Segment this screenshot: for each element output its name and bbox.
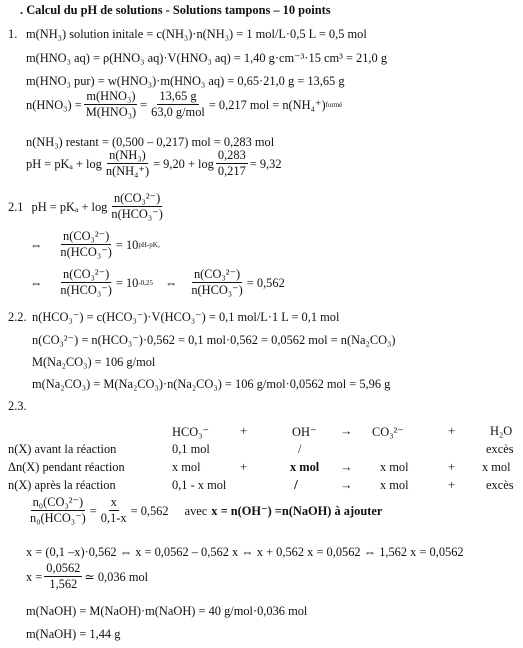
- numerator: n(CO₃²⁻): [63, 229, 110, 243]
- denominator: M(HNO₃): [85, 105, 137, 119]
- s22-line-4: m(Na₂CO₃) = M(Na₂CO₃)·n(Na₂CO₃) = 106 g/mol·0,0562 mol = 5,96 g: [32, 377, 391, 391]
- s23-l3-fraction: [44, 562, 82, 591]
- denominator: 63,0 g/mol: [151, 105, 205, 119]
- s23-l3-lhs: x =: [26, 569, 43, 584]
- s23-eq-fraction-2: [99, 496, 129, 525]
- s1-line-2: m(HNO₃ aq) = ρ(HNO₃ aq)·V(HNO₃ aq) = 1,40 g·cm⁻³·15 cm³ = 21,0 g: [26, 51, 388, 65]
- denominator: n(HCO₃⁻): [60, 245, 112, 259]
- s23-line-2: x = (0,1 –x)·0,562 ⇔ x = 0,0562 – 0,562 x ⇔ x + 0,562 x = 0,0562 ⇔ 1,562 x = 0,0562: [26, 545, 464, 559]
- s23-l3-result: ≃ 0,036 mol: [84, 569, 149, 584]
- numerator: n(CO₃²⁻): [113, 191, 161, 205]
- equivalence-arrow: ⇔: [164, 275, 178, 290]
- s23-line-4: m(NaOH) = M(NaOH)·m(NaOH) = 40 g/mol·0,036 mol: [26, 604, 308, 618]
- s23-eq-avec: avec: [184, 503, 208, 518]
- table-row-2-c2: +: [240, 460, 247, 474]
- numerator: m(HNO₃): [86, 89, 136, 103]
- s1-l6-mid: = 9,20 + log: [153, 156, 214, 171]
- s23-eq-result: = 0,562: [130, 503, 169, 518]
- s1-line-1: m(NH₃) solution initale = c(NH₃)·n(NH₃) = 1 mol/L·0,5 L = 0,5 mol: [26, 27, 367, 41]
- equals: =: [140, 97, 148, 112]
- numerator: n(NH₃): [109, 148, 146, 162]
- s21-line-1: [8, 192, 167, 221]
- s1-line-4: n(HNO₃) = m(HNO₃) M(HNO₃) = 13,65 g 63,0 g/mol = 0,217 mol = n(NH₄⁺) formé: [26, 89, 343, 119]
- s21-l3-result: = 0,562: [246, 275, 285, 290]
- numerator: 0,0562: [46, 561, 81, 575]
- s21-l1-fraction: [109, 192, 164, 221]
- table-row-2-c4: →: [340, 460, 353, 474]
- table-row-2-c6: +: [448, 460, 455, 474]
- table-row-3-c5: x mol: [380, 478, 409, 492]
- s1-l4-fraction-2: [149, 90, 207, 119]
- numerator: n(CO₃²⁻): [63, 267, 110, 281]
- s1-l6-result: = 9,32: [249, 156, 282, 171]
- s23-eq-fraction-1: [28, 496, 88, 525]
- s23-line-5: m(NaOH) = 1,44 g: [26, 627, 121, 641]
- denominator: 1,562: [49, 577, 78, 591]
- table-row-1-c7: excès: [486, 442, 514, 456]
- table-header-h2o: H₂O: [490, 424, 513, 438]
- numerator: n₀(CO₃²⁻): [32, 495, 84, 509]
- s21-line-2: ⇔ n(CO₃²⁻) n(HCO₃⁻) = 10 pH-pKₐ: [30, 229, 160, 259]
- section-2-3-number: 2.3.: [8, 399, 27, 413]
- table-header-oh: OH⁻: [292, 425, 317, 439]
- s21-l2-fraction: [58, 230, 113, 259]
- s1-l4-lhs: n(HNO₃) =: [26, 97, 82, 112]
- s23-equation: [26, 496, 382, 525]
- table-row-2-c1: x mol: [172, 460, 201, 474]
- s1-l6-fraction-2: [216, 149, 248, 178]
- s21-l3-fraction-2: [189, 268, 244, 297]
- denominator: n(NH₄⁺): [105, 164, 150, 178]
- s1-l4-result: = 0,217 mol = n(NH₄⁺): [208, 97, 326, 112]
- s21-line-3: ⇔ n(CO₃²⁻) n(HCO₃⁻) = 10 -0,25 ⇔ n(CO₃²⁻) n(HCO₃⁻) = 0,562: [30, 267, 285, 297]
- table-row-1-c1: 0,1 mol: [172, 442, 210, 456]
- table-row-2-c7: x mol: [482, 460, 511, 474]
- s23-eq-definition: x = n(OH⁻) =n(NaOH) à ajouter: [211, 503, 383, 518]
- s22-line-2: n(CO₃²⁻) = n(HCO₃⁻)·0,562 = 0,1 mol·0,562 = 0,0562 mol = n(Na₂CO₃): [32, 333, 396, 347]
- table-header-plus-2: +: [448, 424, 455, 438]
- s23-line-3: [26, 562, 148, 591]
- equivalence-arrow: ⇔: [30, 275, 43, 290]
- page-title: . Calcul du pH de solutions - Solutions tampons – 10 points: [20, 3, 331, 17]
- equals: =: [89, 503, 97, 518]
- s1-line-6: [26, 149, 282, 178]
- table-row-1-c3: /: [298, 442, 302, 456]
- s1-l4-fraction-1: [84, 90, 138, 119]
- s21-l3-rhs: = 10: [115, 275, 139, 290]
- denominator: n(HCO₃⁻): [191, 283, 243, 297]
- numerator: 0,283: [217, 148, 246, 162]
- table-row-3-c4: →: [340, 478, 353, 492]
- numerator: x: [110, 495, 117, 509]
- table-row-3-c1: 0,1 - x mol: [172, 478, 227, 492]
- table-row-2-label: Δn(X) pendant réaction: [8, 460, 125, 474]
- section-1-number: 1.: [8, 27, 18, 41]
- table-row-1-label: n(X) avant la réaction: [8, 442, 117, 456]
- section-2-1-number: 2.1: [8, 199, 24, 214]
- numerator: n(CO₃²⁻): [193, 267, 241, 281]
- s1-line-3: m(HNO₃ pur) = w(HNO₃)·m(HNO₃ aq) = 0,65·21,0 g = 13,65 g: [26, 74, 345, 88]
- denominator: n(HCO₃⁻): [60, 283, 112, 297]
- denominator: 0,1-x: [100, 511, 127, 525]
- table-row-2-c3: x mol: [290, 460, 320, 474]
- table-row-2-c5: x mol: [380, 460, 409, 474]
- s1-line-5: n(NH₃) restant = (0,500 – 0,217) mol = 0,283 mol: [26, 135, 275, 149]
- section-2-2-number: 2.2.: [8, 310, 27, 324]
- s22-line-3: M(Na₂CO₃) = 106 g/mol: [32, 355, 156, 369]
- table-header-co3: CO₃²⁻: [372, 425, 404, 439]
- s1-l6-lhs: pH = pKₐ + log: [26, 156, 102, 171]
- numerator: 13,65 g: [159, 89, 197, 103]
- s22-line-1: n(HCO₃⁻) = c(HCO₃⁻)·V(HCO₃⁻) = 0,1 mol/L·1 L = 0,1 mol: [32, 310, 340, 324]
- table-row-3-c6: +: [448, 478, 455, 492]
- table-header-arrow: →: [340, 424, 353, 438]
- s21-l3-fraction-1: [58, 268, 113, 297]
- table-header-hco3: HCO₃⁻: [172, 425, 210, 439]
- s21-l2-rhs: = 10: [115, 237, 139, 252]
- table-header-plus-1: +: [240, 424, 247, 438]
- s1-l6-fraction-1: [104, 149, 151, 178]
- table-row-3-c3: /: [294, 478, 298, 493]
- denominator: 0,217: [217, 164, 246, 178]
- denominator: n(HCO₃⁻): [111, 207, 163, 221]
- s21-l1-lhs: pH = pKₐ + log: [31, 199, 108, 214]
- table-row-3-label: n(X) après la réaction: [8, 478, 116, 492]
- equivalence-arrow: ⇔: [30, 237, 43, 252]
- denominator: n₀(HCO₃⁻): [30, 511, 86, 525]
- table-row-3-c7: excès: [486, 478, 514, 492]
